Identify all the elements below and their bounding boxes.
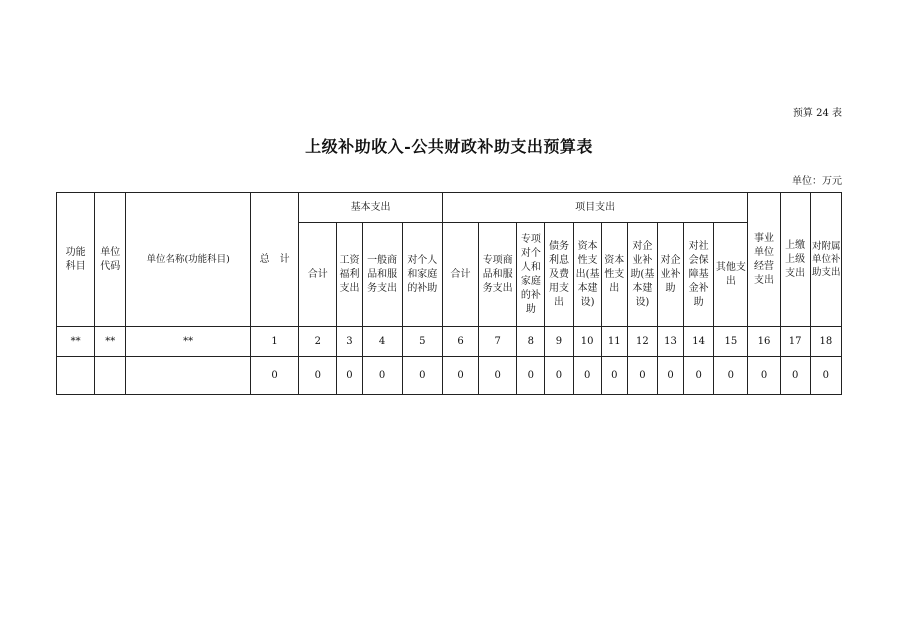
unit-label: 单位：万元 — [792, 176, 842, 187]
header-project-enterprise-build: 对企业补助(基本建设) — [627, 223, 657, 327]
index-cell: 6 — [442, 327, 478, 357]
header-project-enterprise: 对企业补助 — [657, 223, 683, 327]
index-cell: 14 — [684, 327, 714, 357]
header-upper: 上缴上级支出 — [780, 193, 810, 327]
index-cell: ** — [57, 327, 95, 357]
header-project-social: 对社会保障基金补助 — [684, 223, 714, 327]
index-cell: 13 — [657, 327, 683, 357]
index-cell: 16 — [748, 327, 780, 357]
index-cell: 18 — [810, 327, 841, 357]
header-project-special-goods: 专项商品和服务支出 — [479, 223, 517, 327]
header-func-subject: 功能科目 — [57, 193, 95, 327]
header-unit-code: 单位代码 — [95, 193, 126, 327]
data-cell: 0 — [657, 357, 683, 395]
page-title: 上级补助收入-公共财政补助支出预算表 — [305, 137, 593, 156]
header-project-special-personal: 专项对个人和家庭的补助 — [517, 223, 545, 327]
data-cell: 0 — [299, 357, 337, 395]
index-cell: 2 — [299, 327, 337, 357]
header-affiliated: 对附属单位补助支出 — [810, 193, 841, 327]
index-row — [57, 327, 842, 357]
data-cell: 0 — [402, 357, 442, 395]
index-cell: 4 — [362, 327, 402, 357]
data-cell — [95, 357, 126, 395]
data-cell: 0 — [545, 357, 573, 395]
index-cell: 1 — [250, 327, 298, 357]
index-cell: 5 — [402, 327, 442, 357]
header-business: 事业单位经营支出 — [748, 193, 780, 327]
index-cell: ** — [95, 327, 126, 357]
data-cell: 0 — [517, 357, 545, 395]
header-project-capital-build: 资本性支出(基本建设) — [573, 223, 601, 327]
index-cell: 10 — [573, 327, 601, 357]
data-cell: 0 — [250, 357, 298, 395]
data-cell: 0 — [627, 357, 657, 395]
header-basic-salary: 工资福利支出 — [337, 223, 362, 327]
data-cell: 0 — [810, 357, 841, 395]
index-cell: 17 — [780, 327, 810, 357]
header-project-capital: 资本性支出 — [601, 223, 627, 327]
index-cell: 12 — [627, 327, 657, 357]
budget-table — [56, 192, 842, 395]
header-total: 总 计 — [250, 193, 298, 327]
data-cell: 0 — [337, 357, 362, 395]
data-cell: 0 — [748, 357, 780, 395]
index-cell: 7 — [479, 327, 517, 357]
data-cell — [57, 357, 95, 395]
header-basic-personal: 对个人和家庭的补助 — [402, 223, 442, 327]
header-row-1 — [57, 193, 842, 223]
data-cell: 0 — [684, 357, 714, 395]
index-cell: 3 — [337, 327, 362, 357]
header-basic-goods: 一般商品和服务支出 — [362, 223, 402, 327]
header-project-subtotal: 合计 — [442, 223, 478, 327]
index-cell: 11 — [601, 327, 627, 357]
header-project-debt: 债务利息及费用支出 — [545, 223, 573, 327]
header-basic-group: 基本支出 — [299, 193, 443, 223]
header-project-group: 项目支出 — [442, 193, 748, 223]
data-cell: 0 — [780, 357, 810, 395]
data-cell: 0 — [714, 357, 748, 395]
index-cell: 9 — [545, 327, 573, 357]
index-cell: 15 — [714, 327, 748, 357]
header-unit-name: 单位名称(功能科目) — [126, 193, 251, 327]
data-cell: 0 — [362, 357, 402, 395]
header-basic-subtotal: 合计 — [299, 223, 337, 327]
data-cell: 0 — [573, 357, 601, 395]
data-cell: 0 — [601, 357, 627, 395]
data-cell: 0 — [442, 357, 478, 395]
table-row — [57, 357, 842, 395]
data-cell: 0 — [479, 357, 517, 395]
data-cell — [126, 357, 251, 395]
index-cell: ** — [126, 327, 251, 357]
table-number: 预算 24 表 — [792, 108, 842, 119]
header-project-other: 其他支出 — [714, 223, 748, 327]
index-cell: 8 — [517, 327, 545, 357]
